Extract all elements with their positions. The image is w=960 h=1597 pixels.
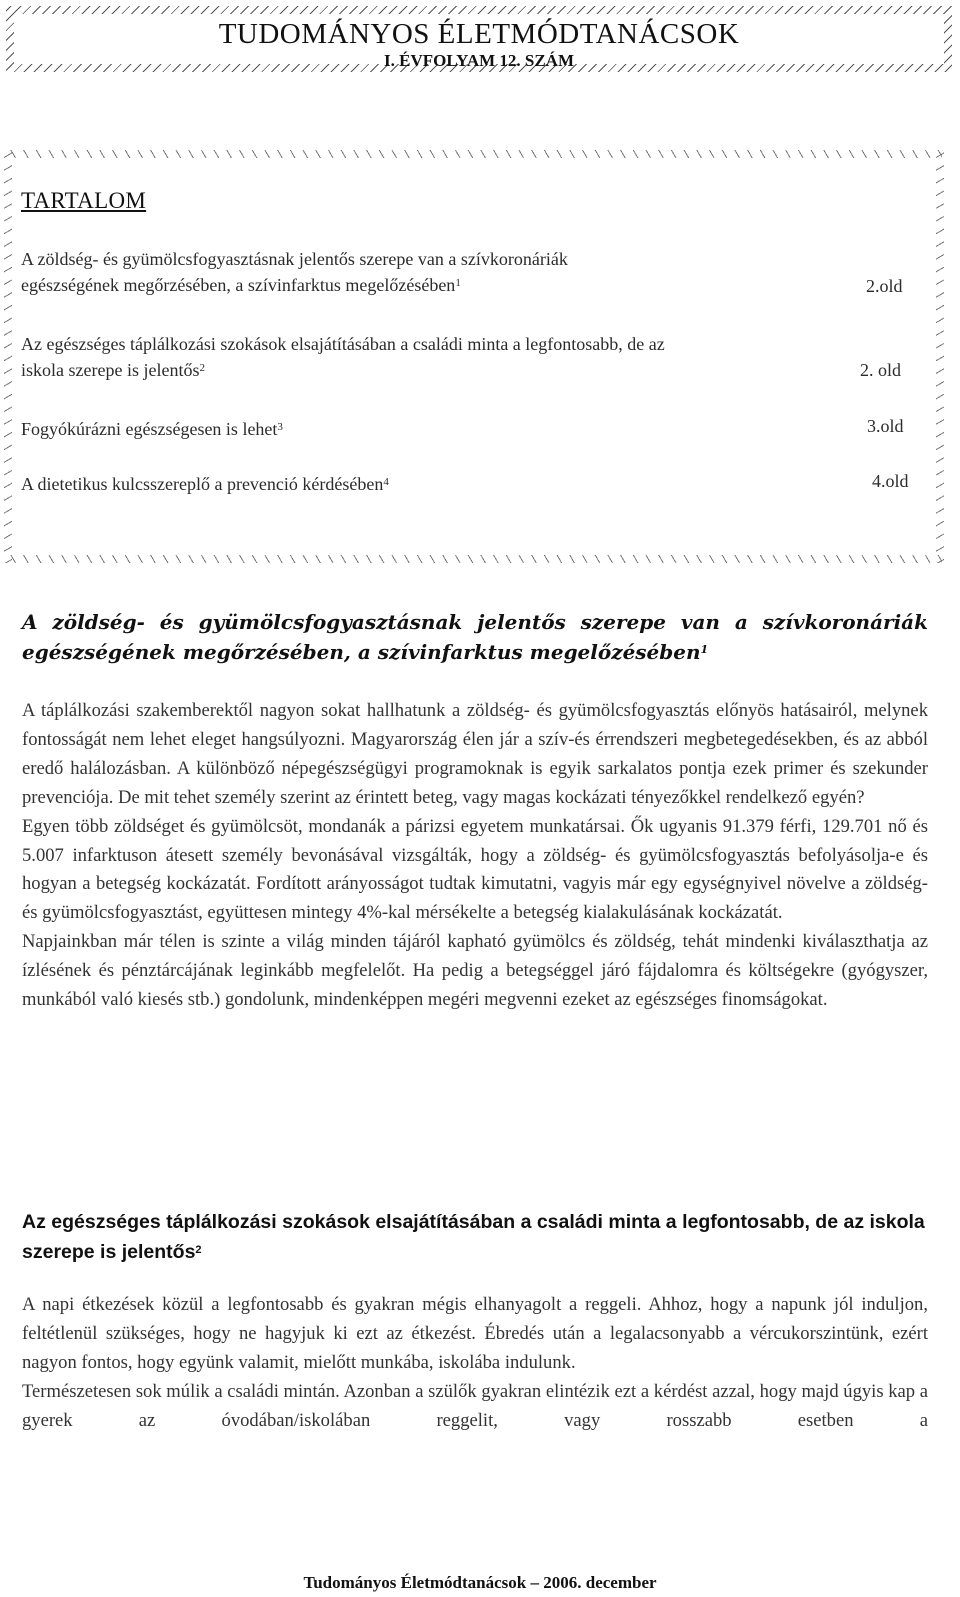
article-1-paragraph-2: Egyen több zöldséget és gyümölcsöt, mondanák a párizsi egyetem munkatársai. Ők ugyanis 91.379 férfi, 129.701 nő és 5.007 infarktuson átesett személy bevonásával vizsgálták, hogy a zöldség- és gyümölcsfogyasztás befolyásolja-e és hogyan a betegség kockázatát. Fordított arányosságot tudtak kimutatni, vagyis már egy egységnyivel növelve a zöldség- és gyümölcsfogyasztást, együttesen mintegy 4%-kal mérsékelte a betegség kialakulásának kockázatát. [22, 815, 928, 924]
toc-entry-2-line2: iskola szerepe is jelentős [21, 360, 200, 380]
toc-border-bottom [8, 555, 942, 563]
masthead [6, 6, 952, 72]
article-1-paragraph-3: Napjainkban már télen is szinte a világ minden tájáról kapható gyümölcs és zöldség, tehát mindenki kiválaszthatja az ízlésének és pénztárcájának leginkább megfelelőt. Ha pedig a betegséggel járó fájdalomra és költségekre (gyógyszer, munkából való kiesés stb.) gondolunk, mindenképpen megéri megvenni ezeket az egészséges finomságokat. [22, 931, 928, 1011]
toc-border-top [8, 150, 942, 158]
toc-border-right [936, 150, 944, 563]
toc-entry-1-line2: egészségének megőrzésében, a szívinfarktus megelőzésében [21, 275, 456, 295]
article-2-heading [22, 1207, 928, 1267]
toc-entry-4[interactable] [21, 471, 389, 497]
toc-entry-2-line1: Az egészséges táplálkozási szokások elsajátításában a családi minta a legfontosabb, de az [21, 334, 665, 354]
toc-entry-1-line1: A zöldség- és gyümölcsfogyasztásnak jelentős szerepe van a szívkoronáriák [21, 249, 568, 269]
article-1-body [22, 697, 928, 1015]
page-footer: Tudományos Életmódtanácsok – 2006. december [303, 1573, 657, 1592]
article-1-heading-ref: 1 [700, 643, 709, 656]
toc-heading: TARTALOM [21, 188, 147, 213]
article-2-heading-text: Az egészséges táplálkozási szokások elsajátításában a családi minta a legfontosabb, de az iskola szerepe is jelentős [22, 1211, 925, 1263]
toc-entry-1[interactable] [21, 246, 881, 298]
toc-entry-4-ref: 4 [383, 476, 389, 488]
toc-entry-4-page: 4.old [872, 471, 909, 491]
toc-entry-3-title: Fogyókúrázni egészségesen is lehet [21, 419, 278, 439]
toc-entry-3-page: 3.old [867, 416, 904, 436]
masthead-title: TUDOMÁNYOS ÉLETMÓDTANÁCSOK [218, 18, 740, 50]
article-2-heading-ref: 2 [195, 1244, 202, 1256]
toc-entry-2[interactable] [21, 331, 921, 383]
toc-entry-3-ref: 3 [277, 421, 283, 433]
masthead-inner [14, 14, 944, 70]
toc-entry-2-page: 2. old [860, 360, 902, 380]
masthead-subtitle: I. ÉVFOLYAM 12. SZÁM [383, 51, 575, 70]
article-2-paragraph-1: A napi étkezések közül a legfontosabb és gyakran mégis elhanyagolt a reggeli. Ahhoz, hogy a napunk jól induljon, feltétlenül szükséges, hogy ne hagyjuk ki ezt az étkezést. Ébredés után a legalacsonyabb a vércukorszintünk, ezért nagyon fontos, hogy együnk valamit, mielőtt munkába, iskolába indulunk. [22, 1294, 928, 1373]
toc-entry-4-title: A dietetikus kulcsszereplő a prevenció kérdésében [21, 474, 384, 494]
toc-border-left [4, 150, 12, 563]
toc-entry-1-page: 2.old [866, 276, 903, 296]
article-2-body [22, 1291, 928, 1436]
toc-entry-2-ref: 2 [199, 362, 205, 374]
article-2-paragraph-2: Természetesen sok múlik a családi mintán. Azonban a szülők gyakran elintézik ezt a kérdést azzal, hogy majd úgyis kap a gyerek az óvodában/iskolában reggelit, vagy rosszabb esetben a [22, 1380, 928, 1431]
article-1-heading [22, 607, 928, 667]
toc-entry-1-ref: 1 [455, 277, 461, 289]
article-1-paragraph-1: A táplálkozási szakemberektől nagyon sokat hallhatunk a zöldség- és gyümölcsfogyasztás előnyös hatásairól, melynek fontosságát nem lehet eleget hangsúlyozni. Magyarország élen jár a szív-és érrendszeri megbetegedésekben, és az abból eredő halálozásban. A különböző népegészségügyi programoknak is egyik sarkalatos pontja ezek primer és szekunder prevenciója. De mit tehet személy szerint az érintett beteg, vagy magas kockázati tényezőkkel rendelkező egyén? [22, 700, 928, 808]
article-1-heading-text: A zöldség- és gyümölcsfogyasztásnak jelentős szerepe van a szívkoronáriák egészségének megőrzésében, a szívinfarktus megelőzésében [22, 610, 928, 664]
toc-entry-3[interactable] [21, 416, 283, 442]
